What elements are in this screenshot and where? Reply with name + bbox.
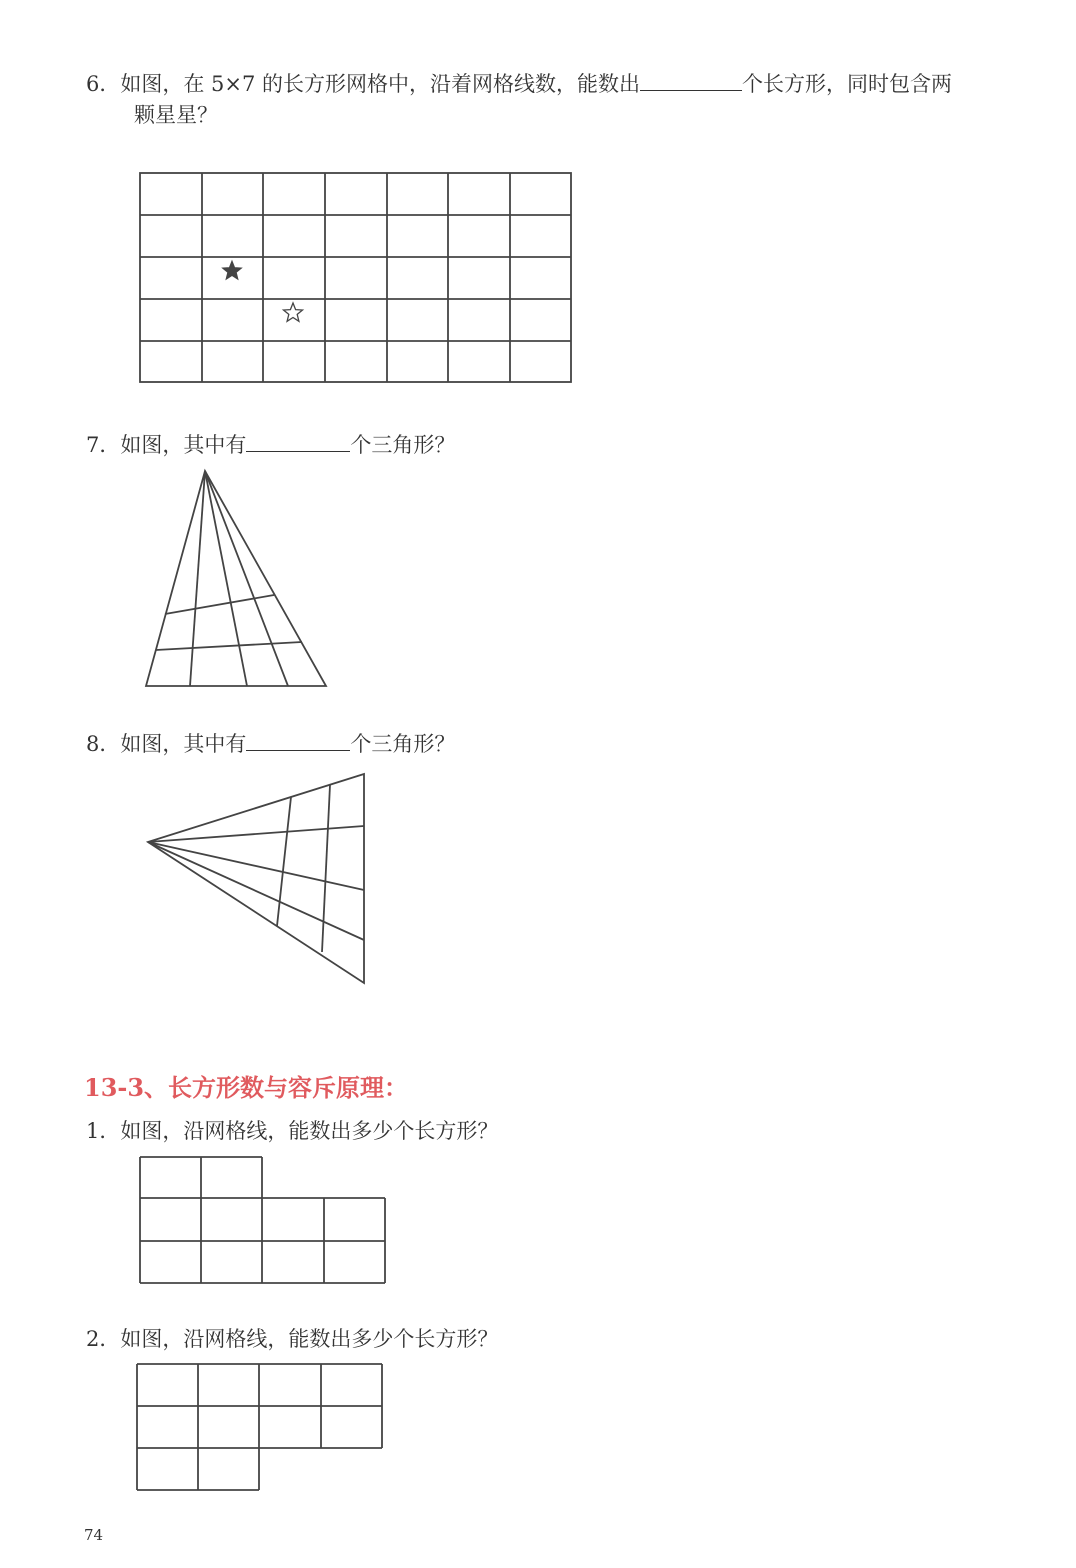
triangle-figure-q8	[148, 774, 364, 983]
question-text: 个三角形？	[350, 433, 456, 457]
question-text: 如图，其中有	[120, 732, 247, 756]
question-text: 如图，沿网格线，能数出多少个长方形？	[120, 1119, 499, 1143]
question-number: 8．	[86, 732, 121, 756]
triangle-outline	[146, 471, 326, 686]
question-number: 2．	[86, 1327, 121, 1351]
grid-outer-border	[140, 173, 571, 382]
triangle-crossline	[156, 642, 302, 650]
section-title: 13-3、长方形数与容斥原理：	[84, 1073, 409, 1102]
question-text: 如图，在 5×7 的长方形网格中，沿着网格线数，能数出	[120, 72, 641, 96]
question-text: 个长方形，同时包含两	[742, 72, 953, 96]
triangle-outline	[148, 774, 364, 983]
question-text: 如图，其中有	[120, 433, 247, 457]
question-number: 7．	[86, 433, 121, 457]
question-6-line-2: 颗星星？	[134, 103, 218, 127]
triangle-crossline	[322, 785, 330, 952]
triangle-ray	[148, 826, 364, 842]
triangle-figure-q7	[146, 471, 326, 686]
grid-5x7-figure	[140, 173, 571, 382]
filled-star-icon	[223, 261, 242, 279]
question-number: 6．	[86, 72, 121, 96]
question-text: 个三角形？	[350, 732, 456, 756]
triangle-ray	[190, 471, 205, 686]
question-number: 1．	[86, 1119, 121, 1143]
page-number: 74	[84, 1526, 104, 1544]
triangle-ray	[148, 842, 364, 890]
question-text: 如图，沿网格线，能数出多少个长方形？	[120, 1327, 499, 1351]
triangle-ray	[205, 471, 247, 686]
l-shaped-grid-figure-2	[137, 1364, 382, 1490]
triangle-crossline	[165, 595, 274, 614]
triangle-ray	[148, 842, 364, 940]
triangle-ray	[205, 471, 288, 686]
l-shaped-grid-figure-1	[140, 1157, 385, 1283]
outline-star-icon	[284, 303, 303, 321]
